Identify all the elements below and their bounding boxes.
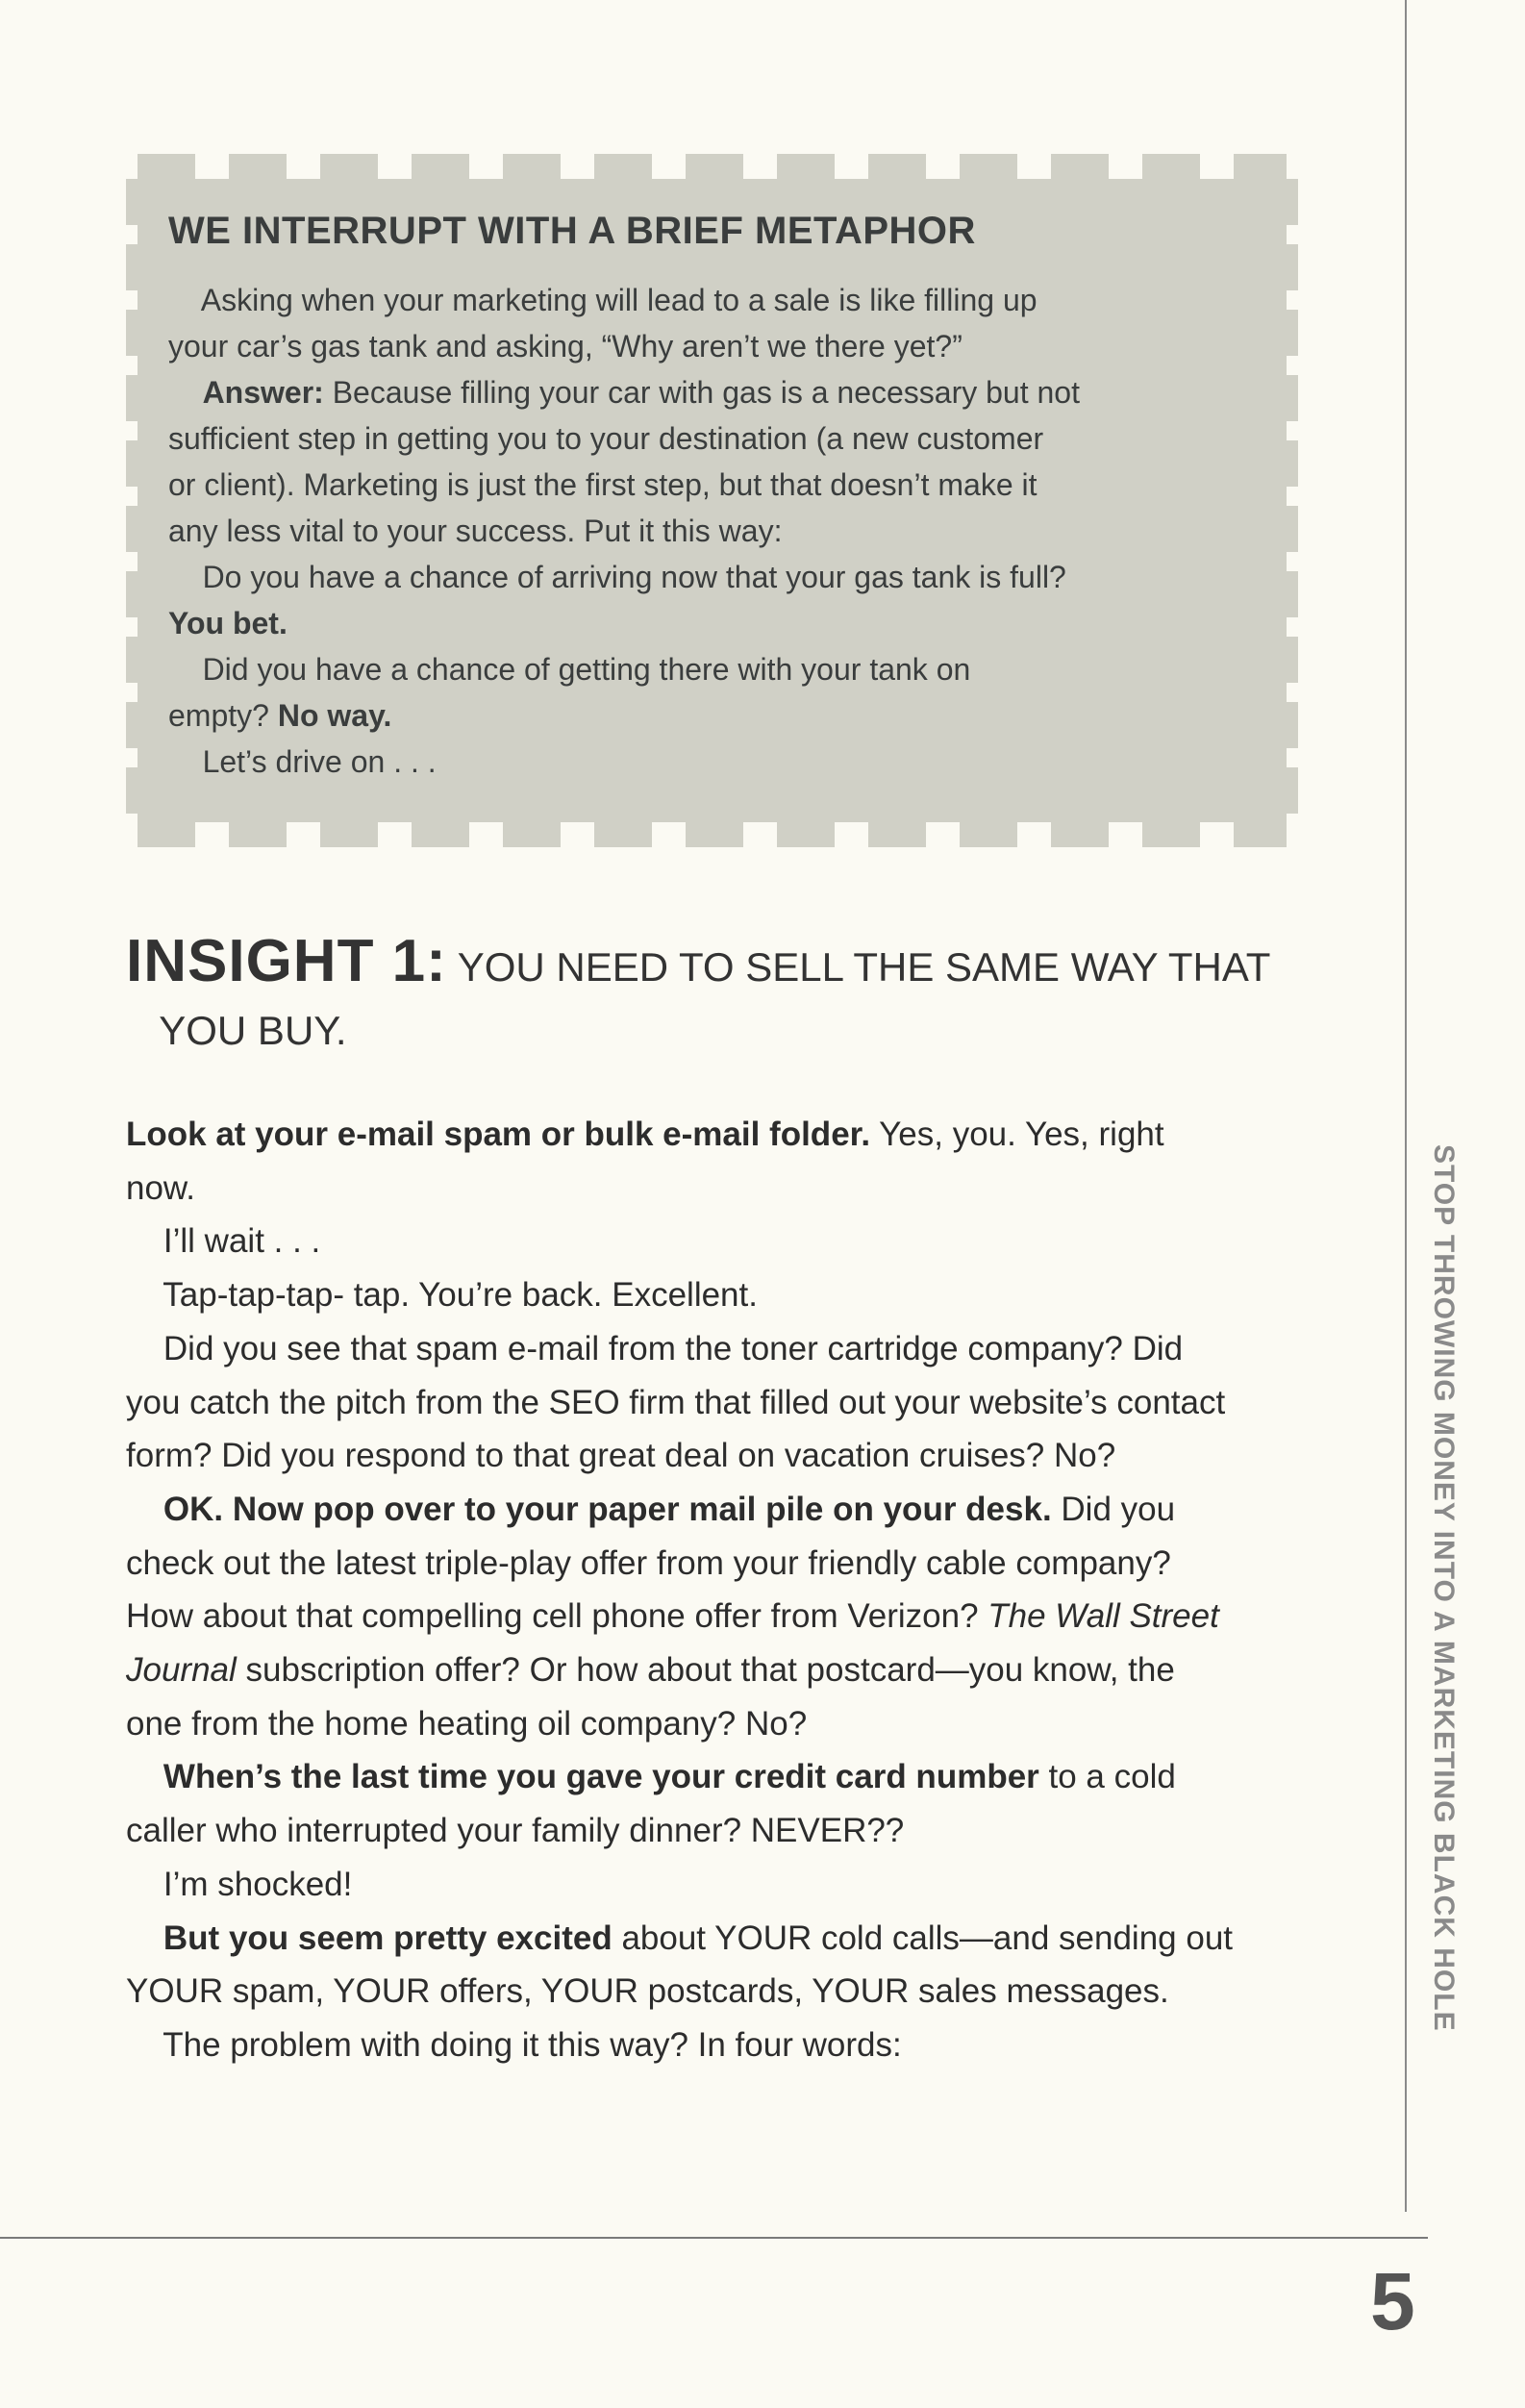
text-run: Yes, you. Yes, right now.: [126, 1116, 1164, 1207]
text-run: Did you see that spam e-mail from the toner cartridge company? Did you catch the pitch from the SEO firm that filled out your website’s contact form? Did you respond to that great deal on vacation cruises? No?: [126, 1329, 1226, 1475]
box-bottom-edge: [138, 822, 1287, 847]
box-right-edge: [1287, 179, 1298, 822]
text-run: Do you have a chance of arriving now that your gas tank is full?: [202, 560, 1066, 594]
box-left-edge: [126, 179, 138, 822]
text-run: [126, 1491, 163, 1528]
bold-text: When’s the last time you gave your credit card number: [162, 1758, 1039, 1796]
paragraph: [126, 1483, 1233, 1751]
text-run: [126, 1919, 163, 1957]
text-run: [168, 375, 203, 410]
text-run: The problem with doing it this way? In four words:: [126, 2025, 902, 2064]
text-run: Because filling your car with gas is a necessary but not sufficient step in getting you to your destination (a new customer or client). Marketing is just the first step, but that doesn’t make it any less vital to your success. Put it this way:: [168, 375, 1080, 548]
bold-text: But you seem pretty excited: [162, 1919, 612, 1957]
box-top-edge: [138, 154, 1287, 179]
paragraph: [168, 277, 1080, 369]
margin-rule: [1405, 0, 1407, 2212]
paragraph: [168, 554, 1080, 646]
text-run: Let’s drive on . . .: [168, 744, 437, 779]
sidebar-text: [168, 277, 1080, 785]
paragraph: [126, 1268, 1233, 1322]
text-run: Asking when your marketing will lead to a sale is like filling up your car’s gas tank and asking, “Why aren’t we there yet?”: [168, 283, 1038, 364]
paragraph: [126, 1108, 1233, 1215]
bold-text: Answer:: [202, 375, 324, 410]
sidebar-title: WE INTERRUPT WITH A BRIEF METAPHOR: [168, 210, 976, 252]
paragraph: [168, 646, 1080, 739]
insight-title: YOU NEED TO SELL THE SAME WAY THAT YOU BUY.: [159, 944, 1271, 1053]
text-run: about YOUR cold calls—and sending out YOUR spam, YOUR offers, YOUR postcards, YOUR sales messages.: [126, 1919, 1234, 2011]
bold-text: OK. Now pop over to your paper mail pile on your desk.: [162, 1490, 1052, 1528]
text-run: subscription offer? Or how about that postcard—you know, the one from the home heating oil company? No?: [126, 1651, 1175, 1743]
text-run: [126, 1758, 163, 1795]
body-text: [126, 1108, 1233, 2072]
running-head: STOP THROWING MONEY INTO A MARKETING BLACK HOLE: [1428, 1144, 1460, 2032]
paragraph: [126, 1858, 1233, 1912]
page-number: 5: [1370, 2256, 1415, 2346]
italic-text: The Wall Street Journal: [126, 1597, 1219, 1690]
paragraph: [126, 1912, 1233, 2019]
insight-heading: [126, 928, 1271, 1067]
metaphor-sidebar-box: [126, 154, 1298, 847]
paragraph: [126, 1322, 1233, 1483]
paragraph: [168, 739, 1080, 785]
text-run: I’m shocked!: [126, 1865, 353, 1903]
bold-text: You bet.: [168, 606, 288, 640]
insight-label: INSIGHT 1:: [126, 928, 447, 994]
text-run: I’ll wait . . .: [126, 1222, 321, 1261]
text-run: Did you have a chance of getting there with your tank on empty?: [168, 652, 971, 733]
paragraph: [168, 369, 1080, 554]
paragraph: [126, 1215, 1233, 1268]
text-run: to a cold caller who interrupted your family dinner? NEVER??: [126, 1758, 1176, 1850]
bold-text: No way.: [277, 698, 392, 733]
paragraph: [126, 2019, 1233, 2072]
bold-text: Look at your e-mail spam or bulk e-mail folder.: [126, 1116, 871, 1153]
footer-rule: [0, 2237, 1428, 2239]
text-run: Did you check out the latest triple-play offer from your friendly cable company? How about that compelling cell phone offer from Verizon?: [126, 1490, 1176, 1636]
text-run: Tap-tap-tap- tap. You’re back. Excellent.: [126, 1276, 758, 1315]
paragraph: [126, 1750, 1233, 1857]
